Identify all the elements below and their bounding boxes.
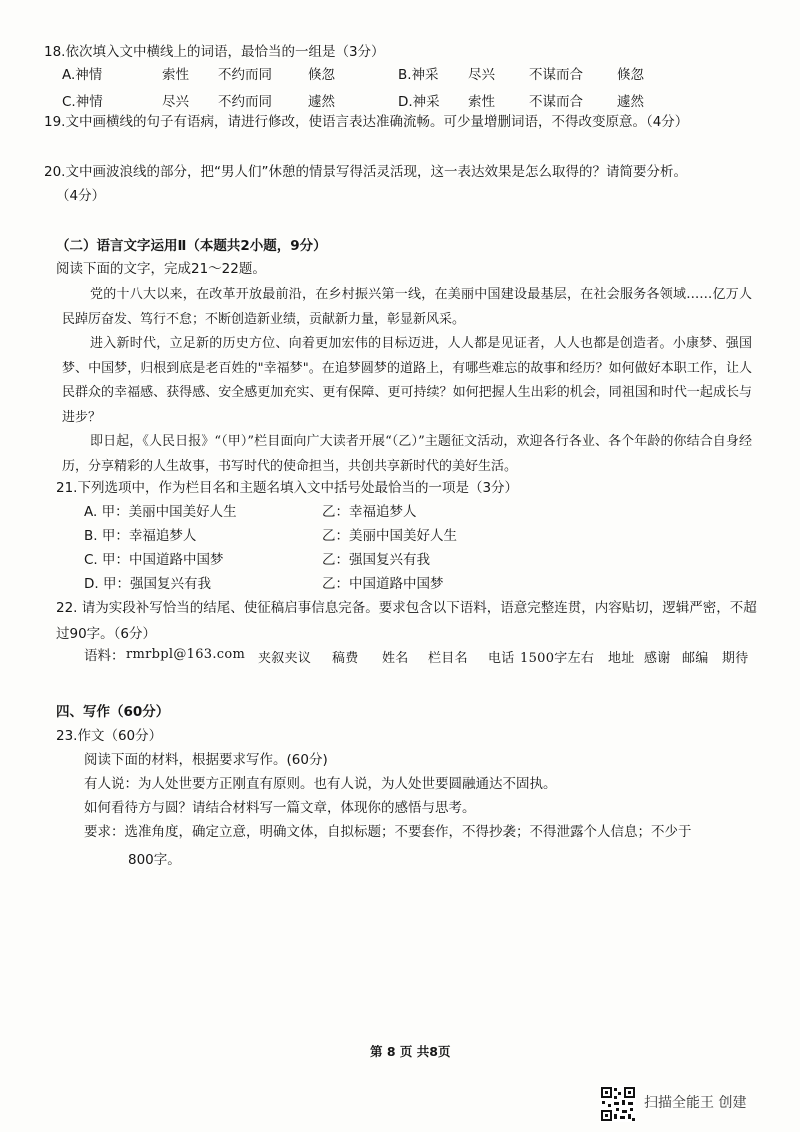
q21-stem: 21.下列选项中，作为栏目名和主题名填入文中括号处最恰当的一项是（3分） [56,480,519,496]
q22-material-postcode: 邮编 [682,651,709,666]
q18-option-b-word3: 倏忽 [617,67,644,83]
q21-option-c-jia: C. 甲：中国道路中国梦 [84,552,224,568]
q23-requirements-line2: 800字。 [128,852,181,868]
q18-option-a-label: A.神情 [62,67,103,83]
q22-material-thanks: 感谢 [644,651,671,666]
section4-title: 四、写作（60分） [56,704,170,720]
section2-intro: 阅读下面的文字，完成21～22题。 [56,261,266,277]
q20-stem-line1: 20.文中画波浪线的部分，把“男人们”休憩的情景写得活灵活现，这一表达效果是怎么取得的？请简要分析。 [44,164,687,180]
passage-paragraph-2: 进入新时代，立足新的历史方位、向着更加宏伟的目标迈进，人人都是见证者，人人也都是创造者。小康梦、强国梦、中国梦，归根到底是老百姓的"幸福梦"。在追梦圆梦的道路上，有哪些难忘的故事和经历？如何做好本职工作，让人民群众的幸福感、获得感、安全感更加充实、更有保障、更可持续？如何把握人生出彩的机会，同祖国和时代一起成长与进步？ [62,336,752,425]
q21-option-b-jia: B. 甲：幸福追梦人 [84,528,197,544]
q18-option-d-word3: 遽然 [617,94,644,110]
q22-material-column: 栏目名 [428,651,468,666]
q18-option-c-word3: 遽然 [308,94,335,110]
q22-materials-label: 语料： [84,648,125,664]
q18-option-c-word2: 不约而同 [218,94,272,110]
q18-option-d-word1: 索性 [468,94,495,110]
q21-option-a-jia: A. 甲：美丽中国美好人生 [84,504,237,520]
q23-intro: 阅读下面的材料，根据要求写作。(60分) [84,752,328,768]
scanner-label: 扫描全能王 创建 [644,1095,747,1111]
section2-title: （二）语言文字运用Ⅱ（本题共2小题，9分） [56,238,327,254]
q21-option-a-yi: 乙：幸福追梦人 [322,504,417,520]
q21-option-d-jia: D. 甲：强国复兴有我 [84,576,211,592]
q18-option-c-word1: 尽兴 [162,94,189,110]
q18-option-d-word2: 不谋而合 [529,94,583,110]
q22-material-address: 地址 [608,651,635,666]
q23-title: 23.作文（60分） [56,728,163,744]
q22-material-length: 1500字左右 [520,651,595,666]
q23-material-2: 如何看待方与圆？请结合材料写一篇文章，体现你的感悟与思考。 [84,800,476,816]
q18-option-a-word3: 倏忽 [308,67,335,83]
page-number: 第 8 页 共8页 [370,1044,451,1059]
q22-material-narrative: 夹叙夹议 [258,651,312,666]
q22-material-fee: 稿费 [332,651,359,666]
q22-stem: 22. 请为实段补写恰当的结尾、使征稿启事信息完备。要求包含以下语料，语意完整连贯，内容贴切，逻辑严密，不超过90字。（6分） [56,600,757,642]
q22-material-expect: 期待 [722,651,749,666]
q22-material-phone: 电话 [488,651,515,666]
q18-option-b-word1: 尽兴 [468,67,495,83]
q18-stem: 18.依次填入文中横线上的词语，最恰当的一组是（3分） [44,44,385,60]
q22-material-name: 姓名 [382,651,409,666]
passage-paragraph-3: 即日起，《人民日报》“（甲）”栏目面向广大读者开展“（乙）”主题征文活动，欢迎各行各业、各个年龄的你结合自身经历，分享精彩的人生故事，书写时代的使命担当，共创共享新时代的美好生活。 [62,434,752,474]
q22-material-email: rmrbpl@163.com [126,647,246,662]
q18-option-c-label: C.神情 [62,94,103,110]
q18-option-b-label: B.神采 [398,67,439,83]
qr-code-icon [600,1086,636,1122]
q23-requirements-line1: 要求：选准角度，确定立意，明确文体，自拟标题；不要套作，不得抄袭；不得泄露个人信息；不少于 [84,824,692,840]
q21-option-b-yi: 乙：美丽中国美好人生 [322,528,457,544]
q21-option-c-yi: 乙：强国复兴有我 [322,552,430,568]
passage-paragraph-1: 党的十八大以来，在改革开放最前沿，在乡村振兴第一线，在美丽中国建设最基层，在社会服务各领域……亿万人民踔厉奋发、笃行不怠；不断创造新业绩，贡献新力量，彰显新风采。 [62,287,752,327]
q20-stem-line2: （4分） [56,188,106,204]
q23-material-1: 有人说：为人处世要方正刚直有原则。也有人说，为人处世要圆融通达不固执。 [84,776,557,792]
q19-stem: 19.文中画横线的句子有语病，请进行修改，使语言表达准确流畅。可少量增删词语，不得改变原意。（4分） [44,114,689,130]
q18-option-b-word2: 不谋而合 [529,67,583,83]
q18-option-a-word1: 索性 [162,67,189,83]
q18-option-d-label: D.神采 [398,94,440,110]
q18-option-a-word2: 不约而同 [218,67,272,83]
q21-option-d-yi: 乙：中国道路中国梦 [322,576,444,592]
